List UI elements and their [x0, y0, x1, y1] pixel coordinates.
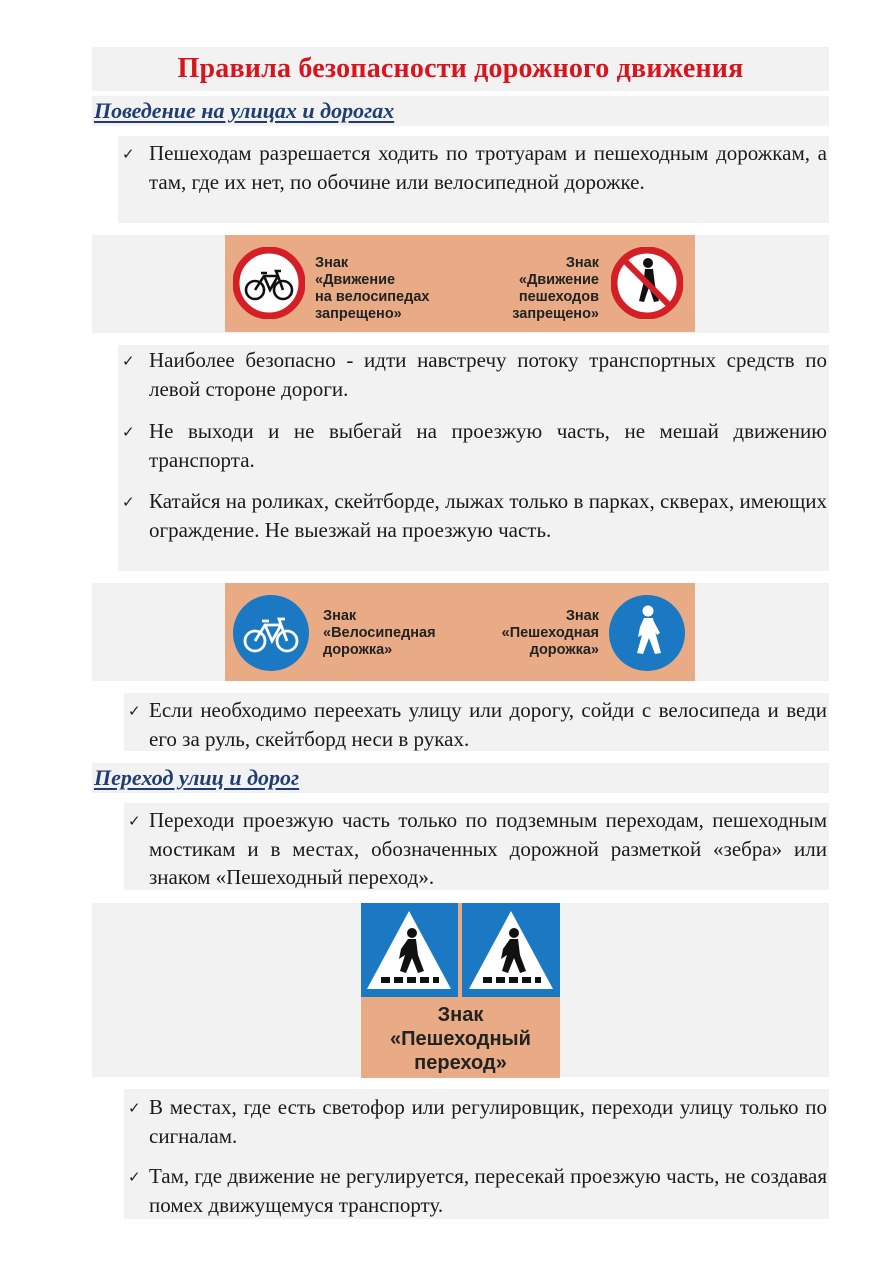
list-item: ✓ Переходи проезжую часть только по подземным переходам, пешеходным мостикам и в местах, обозначенных дорожной разметкой «зебра» или знаком «Пешеходный переход».: [128, 808, 827, 889]
no-pedestrians-sign-icon: [611, 247, 683, 319]
checkmark-icon: ✓: [128, 1168, 141, 1186]
pedestrian-crossing-sign-icon: [361, 903, 560, 997]
checkmark-icon: ✓: [128, 1099, 141, 1117]
no-bicycles-sign-icon: [233, 247, 305, 319]
list-item: ✓ Наиболее безопасно - идти навстречу потоку транспортных средств по левой стороне дороги.: [122, 348, 827, 401]
path-signs-panel: Знак «Велосипедная дорожка» Знак «Пешеходная дорожка»: [225, 583, 695, 681]
checkmark-icon: ✓: [128, 812, 141, 830]
page-title: Правила безопасности дорожного движения: [92, 47, 829, 91]
list-item: ✓ Пешеходам разрешается ходить по тротуарам и пешеходным дорожкам, а там, где их нет, по обочине или велосипедной дорожке.: [122, 141, 827, 194]
list-item: ✓ В местах, где есть светофор или регулировщик, переходи улицу только по сигналам.: [128, 1095, 827, 1148]
list-item: ✓ Там, где движение не регулируется, пересекай проезжую часть, не создавая помех движущемуся транспорту.: [128, 1164, 827, 1217]
checkmark-icon: ✓: [122, 145, 135, 163]
checkmark-icon: ✓: [122, 423, 135, 441]
bicycle-path-sign-icon: [231, 593, 311, 673]
list-item: ✓ Если необходимо переехать улицу или дорогу, сойди с велосипеда и веди его за руль, скейтборд неси в руках.: [128, 698, 827, 751]
section-heading-behavior: Поведение на улицах и дорогах: [92, 96, 829, 126]
section-heading-crossing: Переход улиц и дорог: [92, 763, 829, 793]
checkmark-icon: ✓: [128, 702, 141, 720]
list-item: ✓ Катайся на роликах, скейтборде, лыжах только в парках, скверах, имеющих ограждение. Не выезжай на проезжую часть.: [122, 489, 827, 542]
prohibition-signs-panel: Знак «Движение на велосипедах запрещено» Знак «Движение пешеходов запрещено»: [225, 235, 695, 332]
list-item: ✓ Не выходи и не выбегай на проезжую часть, не мешай движению транспорта.: [122, 419, 827, 472]
checkmark-icon: ✓: [122, 493, 135, 511]
pedestrian-path-sign-icon: [607, 593, 687, 673]
checkmark-icon: ✓: [122, 352, 135, 370]
crossing-sign-panel: Знак «Пешеходный переход»: [361, 903, 560, 1078]
